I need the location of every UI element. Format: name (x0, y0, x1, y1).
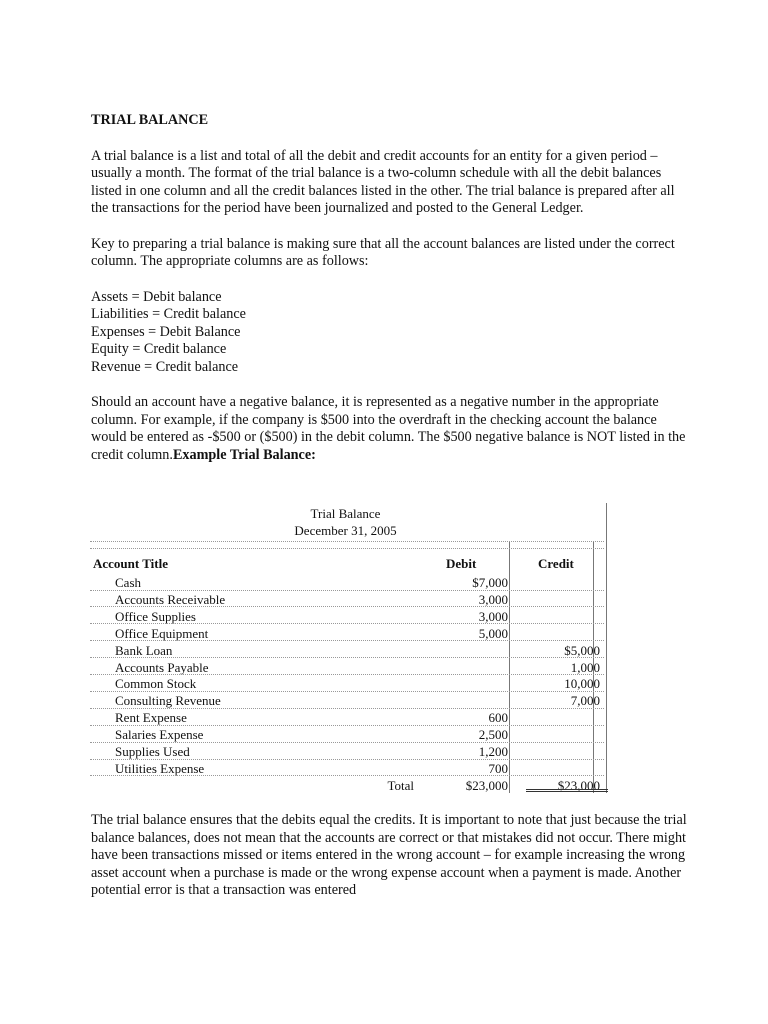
table-row (88, 608, 609, 625)
table-row (88, 591, 609, 608)
table-row (88, 675, 609, 692)
column-header-account: Account Title (93, 556, 168, 571)
table-row (88, 726, 609, 743)
page-title: TRIAL BALANCE (91, 112, 209, 128)
account-title-cell: Rent Expense (115, 710, 187, 726)
rule-expenses: Expenses = Debit Balance (91, 323, 241, 340)
column-header-debit: Debit (446, 556, 477, 571)
credit-cell: 1,000 (570, 659, 600, 675)
account-title-cell: Cash (115, 575, 141, 590)
table-row (88, 760, 609, 777)
account-title-cell: Office Equipment (115, 625, 209, 641)
table-row (88, 709, 609, 726)
intro-paragraph: A trial balance is a list and total of all the debit and credit accounts for an entity for a given period – usually a month. The format of the trial balance is a two-column schedule with all the debit balances listed in one column and all the credit balances listed in the other. The trial balance is prepared after all the transactions for the period have been journalized and posted to the General Ledger. (91, 147, 675, 216)
total-credit-cell: $23,000 (557, 777, 600, 793)
table-row (88, 659, 609, 676)
total-underline-credit (596, 789, 608, 792)
divider (90, 541, 604, 542)
credit-cell: 7,000 (570, 693, 600, 709)
debit-cell: 3,000 (478, 608, 508, 624)
account-title-cell: Salaries Expense (115, 727, 204, 743)
debit-cell: 1,200 (478, 744, 508, 759)
account-title-cell: Accounts Payable (115, 659, 209, 675)
debit-cell: 2,500 (478, 727, 508, 743)
balance-rules-list (91, 289, 691, 377)
account-title-cell: Bank Loan (115, 642, 173, 658)
credit-cell: 10,000 (564, 676, 600, 692)
table-row (88, 574, 609, 591)
debit-cell: 5,000 (478, 625, 508, 641)
total-underline-debit (526, 789, 606, 792)
credit-cell: $5,000 (564, 642, 600, 658)
account-title-cell: Consulting Revenue (115, 693, 221, 709)
account-title-cell: Office Supplies (115, 608, 196, 624)
example-label: Example Trial Balance: (172, 446, 316, 463)
table-row (88, 692, 609, 709)
table-title: Trial Balance (310, 506, 381, 521)
debit-cell: 3,000 (478, 591, 508, 607)
account-title-cell: Supplies Used (115, 744, 190, 759)
debit-cell: 700 (488, 760, 508, 776)
table-date: December 31, 2005 (294, 523, 397, 538)
divider (90, 548, 604, 549)
negative-balance-text: Should an account have a negative balance, it is represented as a negative number in the appropriate column. For example, if the company is $500 into the overdraft in the checking account the balance would be entered as -$500 or ($500) in the debit column. The $500 negative balance is NOT listed in the credit column. (91, 394, 686, 463)
table-row (88, 625, 609, 642)
rule-liabilities: Liabilities = Credit balance (91, 306, 246, 322)
total-debit-cell: $23,000 (465, 777, 508, 793)
debit-cell: 600 (488, 710, 508, 726)
document-body (91, 112, 691, 464)
debit-cell: $7,000 (472, 575, 508, 590)
rule-equity: Equity = Credit balance (91, 341, 227, 357)
rule-assets: Assets = Debit balance (91, 288, 222, 305)
table-row (88, 642, 609, 659)
account-title-cell: Accounts Receivable (115, 591, 226, 607)
columns-paragraph: Key to preparing a trial balance is making sure that all the account balances are listed under the correct column. The appropriate columns are as follows: (91, 235, 675, 269)
total-label: Total (387, 777, 414, 793)
closing-paragraph: The trial balance ensures that the debits equal the credits. It is important to note that just because the trial balance balances, does not mean that the accounts are correct or that mistakes did not occur. There might have been transactions missed or items entered in the wrong account – for example increasing the wrong asset account when a purchase is made or the wrong expense account when a payment is made. Another potential error is that a transaction was entered (91, 812, 687, 898)
account-title-cell: Common Stock (115, 676, 197, 692)
table-row (88, 743, 609, 760)
column-header-credit: Credit (538, 556, 574, 571)
account-title-cell: Utilities Expense (115, 760, 205, 776)
negative-balance-paragraph (91, 394, 691, 464)
trial-balance-table (88, 503, 609, 793)
rule-revenue: Revenue = Credit balance (91, 358, 239, 375)
